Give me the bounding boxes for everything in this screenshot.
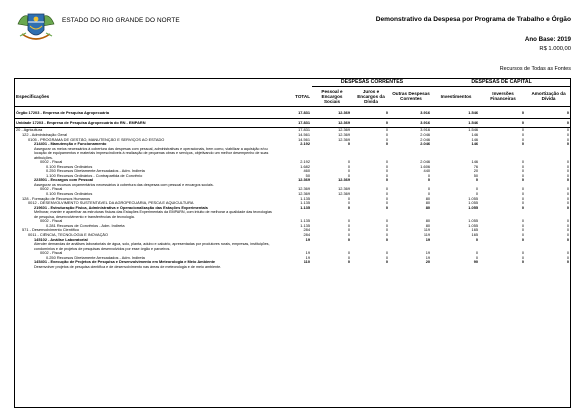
cell-financial-inversions: 0	[521, 127, 525, 133]
cell-personnel: 0	[347, 142, 350, 147]
action-description-row	[14, 147, 571, 160]
cell-personnel: 12.369	[338, 132, 350, 137]
cell-debt-interest: 0	[385, 119, 388, 125]
cell-debt-amortization: 0	[566, 159, 570, 164]
empty-cell	[390, 242, 432, 251]
empty-cell	[352, 265, 390, 269]
cell-total: 2.192	[300, 159, 310, 164]
cell-debt-amortization: 0	[566, 119, 570, 125]
cell-personnel: 0	[347, 237, 350, 242]
row-specification: 145102 - Análise Laboratorial	[34, 237, 88, 242]
row-specification: 0105 - PROGRAMA DE GESTÃO, MANUTENÇÃO E SERVIÇOS AO ESTADO	[28, 137, 165, 142]
cell-personnel: 0	[347, 260, 350, 265]
cell-personnel: 0	[347, 159, 350, 164]
empty-cell	[480, 210, 526, 219]
row-description: Assegurar os recursos orçamentários necessários à cobertura das despesas com pessoal e encargos sociais.	[34, 182, 214, 187]
cell-debt-interest: 0	[385, 127, 388, 133]
row-specification: 0.281 Recursos de Convênios - Adm. Indireta	[46, 223, 125, 228]
row-specification: 571 - Desenvolvimento Científico	[22, 228, 80, 233]
cell-debt-interest: 0	[385, 142, 388, 147]
cell-investments: 1.546	[468, 110, 479, 116]
row-specification: 214401 - Manutenção e Funcionamento	[34, 142, 107, 147]
cell-debt-amortization: 0	[566, 191, 570, 196]
empty-cell	[432, 210, 480, 219]
cell-debt-interest: 0	[385, 196, 388, 201]
cell-financial-inversions: 0	[521, 201, 525, 206]
cell-debt-interest: 0	[385, 223, 388, 228]
row-specification: Órgão 17203 - Empresa de Pesquisa Agropecuária	[16, 110, 110, 116]
row-specification: 0012 - DESENVOLVIMENTO SUSTENTÁVEL DA AGROPECUÁRIA, PESCA E AQUICULTURA	[28, 201, 194, 206]
cell-personnel: 12.369	[338, 127, 350, 133]
cell-total: 1.135	[300, 201, 310, 206]
row-specification: 0.100 Recursos Ordinários	[46, 191, 93, 196]
cell-total: 14.561	[298, 132, 310, 137]
cell-debt-amortization: 0	[566, 228, 570, 233]
cell-debt-amortization: 0	[566, 260, 570, 265]
empty-cell	[432, 242, 480, 251]
cell-financial-inversions: 0	[521, 169, 525, 174]
empty-cell	[352, 210, 390, 219]
cell-total: 19	[305, 237, 310, 242]
cell-total: 14.561	[298, 137, 310, 142]
empty-cell	[480, 147, 526, 160]
cell-personnel: 0	[347, 205, 350, 210]
cell-debt-interest: 0	[385, 250, 388, 255]
empty-cell	[390, 210, 432, 219]
cell-debt-interest: 0	[385, 178, 388, 183]
cell-personnel: 12.369	[338, 110, 350, 116]
cell-financial-inversions: 0	[521, 196, 525, 201]
cell-other-current: 80	[425, 205, 431, 210]
cell-debt-amortization: 0	[566, 223, 570, 228]
row-specification: 0002 - Fiscal	[40, 219, 63, 224]
cell-debt-amortization: 0	[566, 132, 570, 137]
cell-total: 1.682	[300, 164, 310, 169]
cell-personnel: 0	[347, 169, 350, 174]
cell-other-current: 119	[423, 228, 431, 233]
row-specification: 145401 - Execução de Projetos de Pesquisa e Desenvolvimento em Meteorologia e Meio Ambiente	[34, 260, 216, 265]
cell-debt-amortization: 0	[566, 205, 570, 210]
cell-investments: 1.546	[468, 127, 479, 133]
cell-debt-interest: 0	[385, 219, 388, 224]
cell-debt-amortization: 0	[566, 250, 570, 255]
cell-debt-amortization: 0	[566, 196, 570, 201]
cell-other-current: 80	[425, 219, 431, 224]
empty-cell	[526, 242, 571, 251]
column-header-personnel: Pessoal e Encargos Sociais	[312, 86, 352, 107]
cell-total: 460	[303, 169, 310, 174]
cell-investments: 1.055	[468, 205, 479, 210]
cell-investments: 1.055	[468, 196, 479, 201]
cell-financial-inversions: 0	[521, 159, 525, 164]
cell-other-current: 19	[425, 250, 431, 255]
cell-total: 1.135	[300, 196, 310, 201]
row-specification: 0.250 Recursos Diretamente Arrecadados - Adm. Indireta	[46, 169, 145, 174]
column-header-row	[14, 86, 571, 107]
cell-investments: 0	[475, 237, 479, 242]
empty-cell	[312, 265, 352, 269]
row-specification: 223501 - Encargos com Pessoal	[34, 178, 94, 183]
row-specification: 0.250 Recursos Diretamente Arrecadados - Adm. Indireta	[46, 255, 145, 260]
cell-personnel: 0	[347, 201, 350, 206]
cell-total: 1.135	[300, 205, 310, 210]
row-specification: 122 - Administração Geral	[22, 132, 67, 137]
cell-debt-amortization: 0	[566, 237, 570, 242]
organ-row	[14, 109, 571, 118]
base-year-label: Ano Base: 2019	[524, 36, 571, 43]
cell-financial-inversions: 0	[521, 187, 525, 192]
currency-unit-label: R$ 1.000,00	[539, 46, 571, 52]
cell-other-current: 440	[423, 169, 431, 174]
cell-personnel: 0	[347, 164, 350, 169]
cell-debt-interest: 0	[385, 164, 388, 169]
cell-other-current: 0	[427, 187, 431, 192]
row-specification: 20 - Agricultura	[16, 127, 43, 133]
cell-other-current: 80	[425, 223, 431, 228]
cell-other-current: 2.046	[420, 132, 431, 137]
cell-financial-inversions: 0	[521, 191, 525, 196]
cell-investments: 165	[471, 232, 479, 237]
cell-total: 1.135	[300, 223, 310, 228]
report-title: Demonstrativo da Despesa por Programa de Trabalho e Órgão	[375, 16, 571, 23]
cell-investments: 165	[471, 228, 479, 233]
cell-personnel: 12.369	[338, 187, 350, 192]
cell-personnel: 12.369	[338, 137, 350, 142]
cell-personnel: 0	[347, 223, 350, 228]
report-header	[0, 0, 585, 62]
cell-personnel: 0	[347, 250, 350, 255]
cell-personnel: 0	[347, 173, 350, 178]
cell-financial-inversions: 0	[521, 110, 525, 116]
cell-financial-inversions: 0	[521, 250, 525, 255]
column-header-debt-amortization: Amortização da Dívida	[526, 86, 571, 107]
row-description: Desenvolver projetos de pesquisa científica e de desenvolvimento nas áreas de meteorologia e de meio ambiente.	[34, 264, 222, 269]
column-header-debt-interest: Juros e Encargos da Dívida	[352, 86, 390, 107]
cell-investments: 50	[473, 173, 479, 178]
funding-sources-label: Recursos de Todas as Fontes	[499, 66, 571, 72]
cell-debt-interest: 0	[385, 169, 388, 174]
column-header-total: TOTAL	[276, 86, 312, 107]
expenditure-table	[14, 78, 571, 269]
cell-total: 50	[305, 173, 310, 178]
row-specification: 219601 - Estruturação Física, Administrativa e Operacionalização das Estações Experimentais	[34, 205, 208, 210]
cell-total: 1.135	[300, 219, 310, 224]
empty-cell	[352, 242, 390, 251]
cell-financial-inversions: 0	[521, 205, 525, 210]
cell-financial-inversions: 0	[521, 255, 525, 260]
cell-investments: 146	[471, 142, 479, 147]
empty-cell	[352, 147, 390, 160]
cell-other-current: 80	[425, 196, 431, 201]
cell-personnel: 0	[347, 232, 350, 237]
row-description: Assegurar os meios necessários à cobertura das despesas com pessoal, administrativas e operacionais, bem como, viabilizar a aquisição e/ou locação de equipamentos e materiais imprescindíveis à realização de pequenas obras e serviços, objetivando um melhor desempenho de suas atribuições.	[34, 146, 269, 160]
empty-cell	[312, 242, 352, 251]
empty-cell	[480, 242, 526, 251]
current-expenses-group-header: DESPESAS CORRENTES	[312, 79, 432, 87]
cell-financial-inversions: 0	[521, 132, 525, 137]
cell-debt-interest: 0	[385, 137, 388, 142]
empty-cell	[312, 210, 352, 219]
cell-total: 284	[303, 228, 310, 233]
row-specification: 0002 - Fiscal	[40, 159, 63, 164]
cell-personnel: 0	[347, 196, 350, 201]
cell-total: 17.831	[298, 110, 310, 116]
cell-debt-interest: 0	[385, 187, 388, 192]
cell-debt-interest: 0	[385, 110, 388, 116]
cell-debt-interest: 0	[385, 255, 388, 260]
state-name: ESTADO DO RIO GRANDE DO NORTE	[62, 17, 180, 24]
cell-other-current: 3.916	[420, 127, 431, 133]
cell-financial-inversions: 0	[521, 137, 525, 142]
cell-debt-amortization: 0	[566, 219, 570, 224]
cell-other-current: 2.046	[420, 142, 431, 147]
cell-investments: 0	[475, 187, 479, 192]
column-header-specifications: Especificações	[14, 86, 276, 107]
cell-debt-amortization: 0	[566, 169, 570, 174]
cell-investments: 146	[471, 137, 479, 142]
empty-cell	[276, 265, 312, 269]
cell-debt-interest: 0	[385, 232, 388, 237]
cell-financial-inversions: 0	[521, 178, 525, 183]
column-group-header-row	[14, 79, 571, 87]
empty-cell	[276, 210, 312, 219]
row-specification: 128 - Formação de Recursos Humanos	[22, 196, 91, 201]
column-header-other-current: Outras Despesas Correntes	[390, 86, 432, 107]
empty-cell	[526, 265, 571, 269]
cell-other-current: 20	[425, 260, 431, 265]
empty-cell	[432, 147, 480, 160]
row-specification: 0002 - Fiscal	[40, 250, 63, 255]
cell-total: 17.831	[298, 119, 310, 125]
empty-cell	[432, 265, 480, 269]
organ-row	[14, 118, 571, 128]
empty-cell	[480, 265, 526, 269]
cell-debt-amortization: 0	[566, 173, 570, 178]
cell-debt-interest: 0	[385, 201, 388, 206]
cell-total: 2.192	[300, 142, 310, 147]
cell-debt-amortization: 0	[566, 142, 570, 147]
cell-other-current: 3.916	[420, 110, 431, 116]
cell-financial-inversions: 0	[521, 237, 525, 242]
row-specification: 1.100 Recursos Ordinários - Contrapartida de Convênio	[46, 173, 143, 178]
empty-cell	[390, 147, 432, 160]
cell-debt-amortization: 0	[566, 201, 570, 206]
cell-debt-interest: 0	[385, 191, 388, 196]
cell-financial-inversions: 0	[521, 232, 525, 237]
empty-cell	[526, 210, 571, 219]
cell-other-current: 0	[427, 173, 431, 178]
cell-debt-interest: 0	[385, 228, 388, 233]
cell-other-current: 2.046	[420, 137, 431, 142]
cell-personnel: 12.369	[338, 191, 350, 196]
cell-debt-amortization: 0	[566, 110, 570, 116]
cell-debt-interest: 0	[385, 173, 388, 178]
cell-debt-interest: 0	[385, 260, 388, 265]
cell-investments: 146	[471, 132, 479, 137]
cell-investments: 1.055	[468, 201, 479, 206]
row-specification: Unidade 17203 - Empresa de Pesquisa Agropecuária do RN - EMPARN	[16, 119, 146, 125]
cell-total: 12.369	[298, 187, 310, 192]
empty-cell	[276, 242, 312, 251]
cell-investments: 0	[475, 191, 479, 196]
cell-debt-interest: 0	[385, 205, 388, 210]
cell-financial-inversions: 0	[521, 219, 525, 224]
cell-investments: 20	[473, 169, 479, 174]
cell-investments: 0	[475, 255, 479, 260]
cell-financial-inversions: 0	[521, 228, 525, 233]
cell-debt-interest: 0	[385, 159, 388, 164]
cell-total: 284	[303, 232, 310, 237]
cell-other-current: 0	[427, 178, 431, 183]
cell-personnel: 12.369	[338, 178, 350, 183]
cell-debt-interest: 0	[385, 237, 388, 242]
row-specification: 0.100 Recursos Ordinários	[46, 164, 93, 169]
expenditure-table-body	[14, 107, 571, 269]
state-coat-of-arms-icon	[16, 10, 56, 46]
cell-debt-amortization: 0	[566, 178, 570, 183]
cell-debt-amortization: 0	[566, 232, 570, 237]
cell-other-current: 19	[425, 237, 431, 242]
cell-debt-amortization: 0	[566, 164, 570, 169]
cell-investments: 90	[473, 260, 479, 265]
cell-investments: 146	[471, 159, 479, 164]
empty-cell	[312, 147, 352, 160]
row-description: Atender demandas de análises laboratoriais de água, solo, planta, adubo e calcário, apresentadas por produtores rurais, empresas, instituições, condomínios e de projetos de pesquisas desenvolvidos por esse órgão e parceiros.	[34, 242, 270, 251]
cell-other-current: 80	[425, 201, 431, 206]
cell-investments: 0	[475, 250, 479, 255]
cell-investments: 76	[473, 164, 479, 169]
empty-cell	[390, 265, 432, 269]
cell-debt-amortization: 0	[566, 255, 570, 260]
cell-personnel: 0	[347, 255, 350, 260]
row-description: Melhorar, manter e aparelhar as estruturas físicas das Estações Experimentais da EMPARN, com intuito de melhorar a qualidade das tecnologias de pesquisa, desenvolvimento e transferências de tecnologia.	[34, 210, 272, 219]
cell-personnel: 0	[347, 228, 350, 233]
cell-personnel: 0	[347, 219, 350, 224]
cell-total: 17.831	[298, 127, 310, 133]
cell-total: 19	[305, 255, 310, 260]
row-specification: 0002 - Fiscal	[40, 187, 63, 192]
cell-total: 12.369	[298, 191, 310, 196]
action-description-row	[14, 265, 571, 269]
cell-debt-amortization: 0	[566, 137, 570, 142]
cell-investments: 0	[475, 178, 479, 183]
cell-financial-inversions: 0	[521, 260, 525, 265]
cell-investments: 1.546	[468, 119, 479, 125]
cell-total: 12.369	[298, 178, 310, 183]
cell-debt-amortization: 0	[566, 127, 570, 133]
empty-cell	[526, 147, 571, 160]
column-header-financial-inversions: Inversões Financeiras	[480, 86, 526, 107]
cell-debt-amortization: 0	[566, 187, 570, 192]
cell-other-current: 1.606	[420, 164, 431, 169]
row-specification: 0011 - CIÊNCIA, TECNOLOGIA E INOVAÇÃO	[28, 232, 108, 237]
empty-cell	[276, 147, 312, 160]
cell-total: 110	[303, 260, 310, 265]
cell-other-current: 0	[427, 191, 431, 196]
cell-financial-inversions: 0	[521, 223, 525, 228]
cell-investments: 1.055	[468, 219, 479, 224]
action-description-row	[14, 242, 571, 251]
cell-financial-inversions: 0	[521, 173, 525, 178]
column-header-investments: Investimentos	[432, 86, 480, 107]
cell-financial-inversions: 0	[521, 119, 525, 125]
cell-financial-inversions: 0	[521, 164, 525, 169]
capital-expenses-group-header: DESPESAS DE CAPITAL	[432, 79, 571, 87]
cell-personnel: 12.369	[338, 119, 350, 125]
cell-investments: 1.055	[468, 223, 479, 228]
cell-financial-inversions: 0	[521, 142, 525, 147]
cell-other-current: 119	[423, 232, 431, 237]
cell-other-current: 19	[425, 255, 431, 260]
cell-other-current: 2.046	[420, 159, 431, 164]
action-description-row	[14, 210, 571, 219]
cell-debt-interest: 0	[385, 132, 388, 137]
cell-total: 19	[305, 250, 310, 255]
cell-other-current: 3.916	[420, 119, 431, 125]
